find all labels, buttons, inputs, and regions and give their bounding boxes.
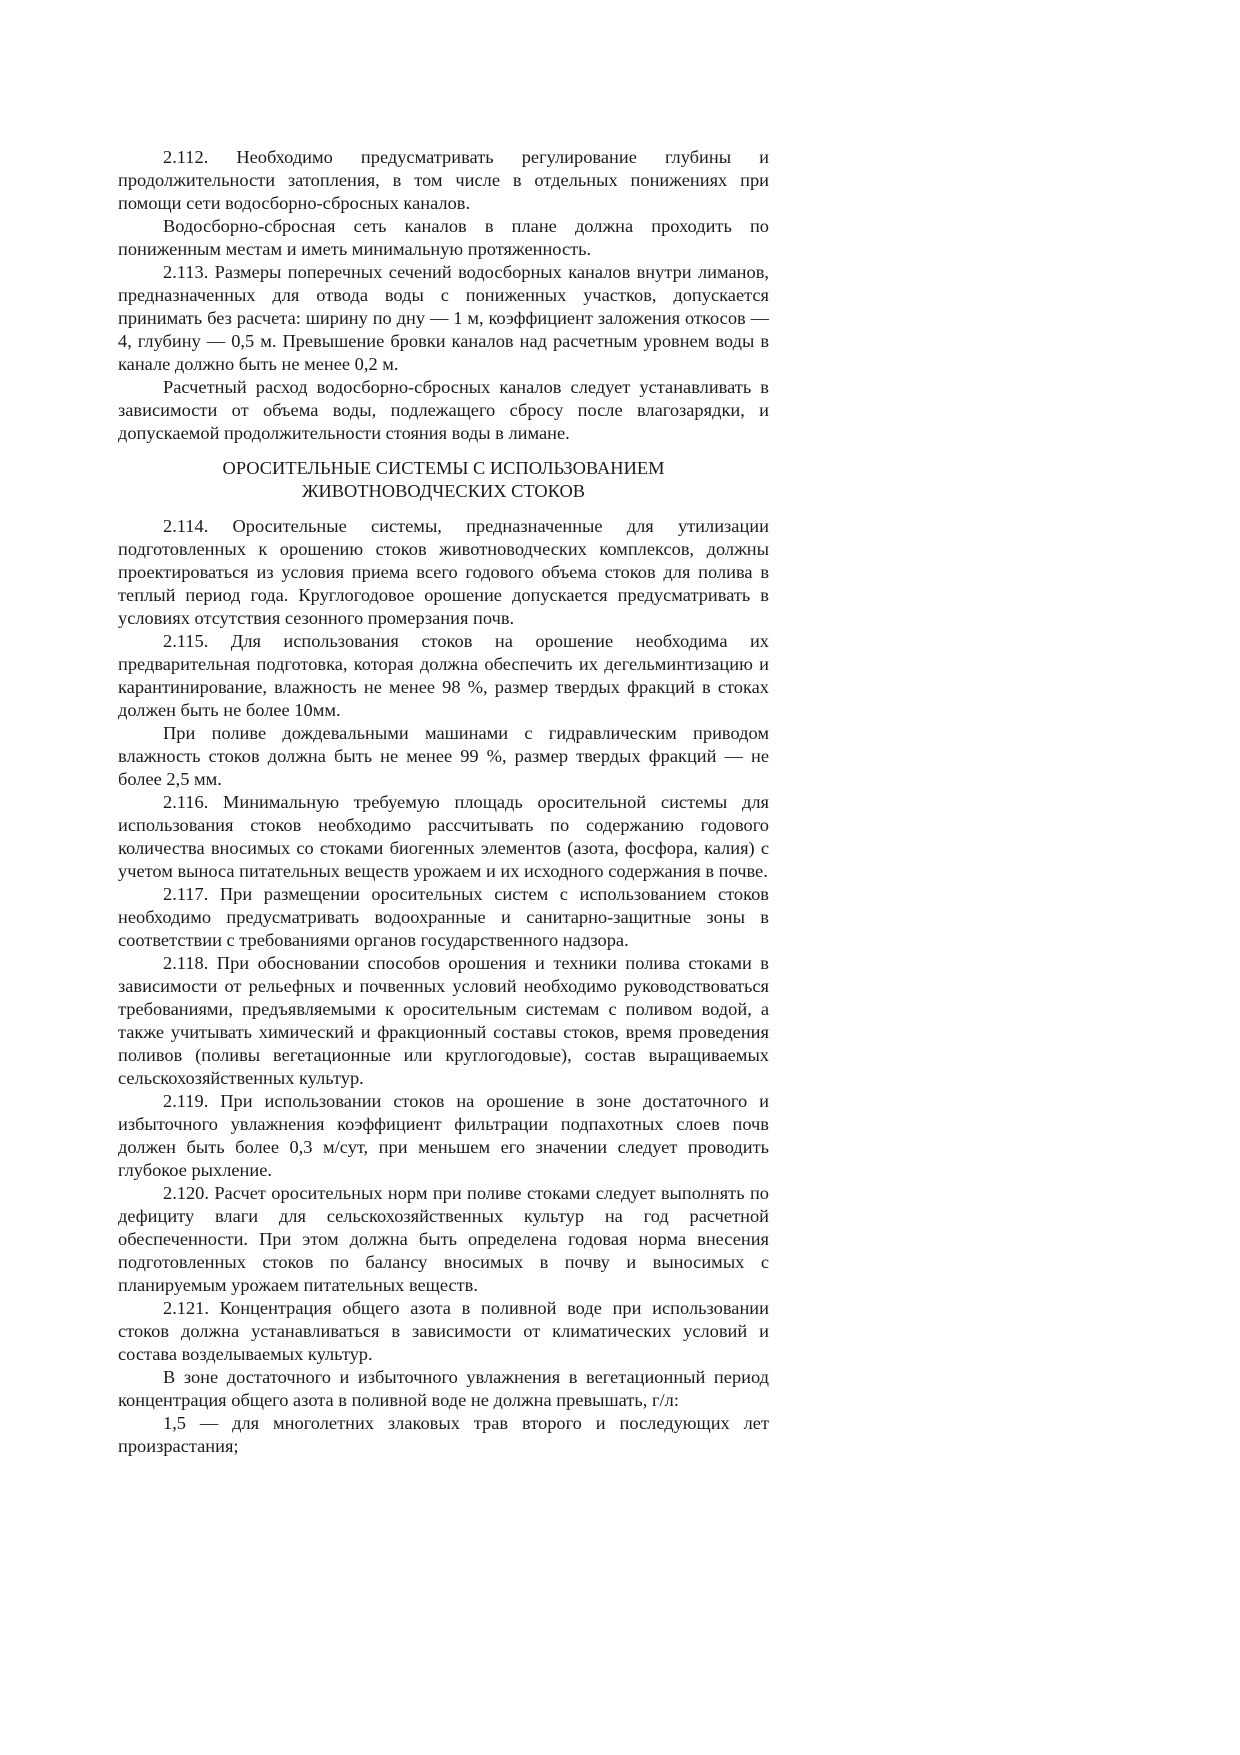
paragraph-2-116: 2.116. Минимальную требуемую площадь оросительной системы для использования стоков необходимо рассчитывать по содержанию годового количества вносимых со стоками биогенных элементов (азота, фосфора, калия) с учетом выноса питательных веществ урожаем и их исходного содержания в почве.	[118, 792, 769, 881]
paragraph-design-discharge: Расчетный расход водосборно-сбросных каналов следует устанавливать в зависимости от объема воды, подлежащего сбросу после влагозарядки, и допускаемой продолжительности стояния воды в лимане.	[118, 377, 769, 443]
paragraph-2-115: 2.115. Для использования стоков на орошение необходима их предварительная подготовка, которая должна обеспечить их дегельминтизацию и карантинирование, влажность не менее 98 %, размер твердых фракций в стоках должен быть не более 10мм.	[118, 631, 769, 720]
paragraph-drainage-network: Водосборно-сбросная сеть каналов в плане должна проходить по пониженным местам и иметь минимальную протяженность.	[118, 216, 769, 259]
paragraph-sprinkler-humidity: При поливе дождевальными машинами с гидравлическим приводом влажность стоков должна быть не менее 99 %, размер твердых фракций — не более 2,5 мм.	[118, 723, 769, 789]
paragraph-2-114: 2.114. Оросительные системы, предназначенные для утилизации подготовленных к орошению стоков животноводческих комплексов, должны проектироваться из условия приема всего годового объема стоков для полива в теплый период года. Круглогодовое орошение допускается предусматривать в условиях отсутствия сезонного промерзания почв.	[118, 516, 769, 628]
paragraph-2-119: 2.119. При использовании стоков на орошение в зоне достаточного и избыточного увлажнения коэффициент фильтрации подпахотных слоев почв должен быть более 0,3 м/сут, при меньшем его значении следует проводить глубокое рыхление.	[118, 1091, 769, 1180]
paragraph-perennial-grasses: 1,5 — для многолетних злаковых трав второго и последующих лет произрастания;	[118, 1413, 769, 1456]
section-heading-line-1: ОРОСИТЕЛЬНЫЕ СИСТЕМЫ С ИСПОЛЬЗОВАНИЕМ	[222, 458, 665, 478]
paragraph-2-120: 2.120. Расчет оросительных норм при поливе стоками следует выполнять по дефициту влаги для сельскохозяйственных культур на год расчетной обеспеченности. При этом должна быть определена годовая норма внесения подготовленных стоков по балансу вносимых в почву и выносимых с планируемым урожаем питательных веществ.	[118, 1183, 769, 1295]
section-heading	[118, 457, 769, 503]
paragraph-2-118: 2.118. При обосновании способов орошения и техники полива стоками в зависимости от рельефных и почвенных условий необходимо руководствоваться требованиями, предъявляемыми к оросительным системам с поливом водой, а также учитывать химический и фракционный составы стоков, время проведения поливов (поливы вегетационные или круглогодовые), состав выращиваемых сельскохозяйственных культур.	[118, 953, 769, 1088]
paragraph-2-117: 2.117. При размещении оросительных систем с использованием стоков необходимо предусматривать водоохранные и санитарно-защитные зоны в соответствии с требованиями органов государственного надзора.	[118, 884, 769, 950]
section-heading-line-2: ЖИВОТНОВОДЧЕСКИХ СТОКОВ	[301, 481, 586, 501]
paragraph-2-113: 2.113. Размеры поперечных сечений водосборных каналов внутри лиманов, предназначенных для отвода воды с пониженных участков, допускается принимать без расчета: ширину по дну — 1 м, коэффициент заложения откосов — 4, глубину — 0,5 м. Превышение бровки каналов над расчетным уровнем воды в канале должно быть не менее 0,2 м.	[118, 262, 769, 374]
document-page	[118, 146, 769, 1458]
paragraph-2-112: 2.112. Необходимо предусматривать регулирование глубины и продолжительности затопления, в том числе в отдельных понижениях при помощи сети водосборно-сбросных каналов.	[118, 147, 769, 213]
paragraph-nitrogen-limit: В зоне достаточного и избыточного увлажнения в вегетационный период концентрация общего азота в поливной воде не должна превышать, г/л:	[118, 1367, 769, 1410]
paragraph-2-121: 2.121. Концентрация общего азота в поливной воде при использовании стоков должна устанавливаться в зависимости от климатических условий и состава возделываемых культур.	[118, 1298, 769, 1364]
